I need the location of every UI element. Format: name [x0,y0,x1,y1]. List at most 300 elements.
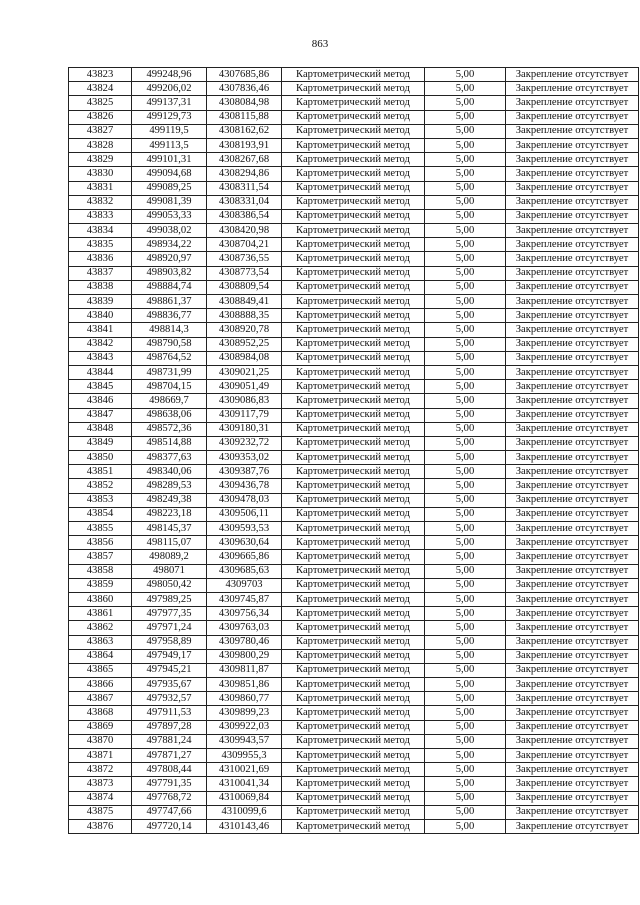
point-number-cell: 43868 [69,706,132,720]
table-row [69,82,639,96]
fixation-cell: Закрепление отсутствует [506,777,639,791]
y-coordinate-cell: 4309851,86 [207,678,282,692]
accuracy-cell: 5,00 [425,578,506,592]
y-coordinate-cell: 4309860,77 [207,692,282,706]
method-cell: Картометрический метод [282,819,425,833]
method-cell: Картометрический метод [282,110,425,124]
point-number-cell: 43851 [69,465,132,479]
table-row [69,749,639,763]
accuracy-cell: 5,00 [425,323,506,337]
y-coordinate-cell: 4308888,35 [207,309,282,323]
method-cell: Картометрический метод [282,351,425,365]
method-cell: Картометрический метод [282,422,425,436]
fixation-cell: Закрепление отсутствует [506,607,639,621]
x-coordinate-cell: 499129,73 [132,110,207,124]
method-cell: Картометрический метод [282,522,425,536]
point-number-cell: 43846 [69,394,132,408]
fixation-cell: Закрепление отсутствует [506,394,639,408]
x-coordinate-cell: 498249,38 [132,493,207,507]
accuracy-cell: 5,00 [425,451,506,465]
method-cell: Картометрический метод [282,266,425,280]
method-cell: Картометрический метод [282,280,425,294]
x-coordinate-cell: 499113,5 [132,138,207,152]
y-coordinate-cell: 4309685,63 [207,564,282,578]
x-coordinate-cell: 497989,25 [132,592,207,606]
y-coordinate-cell: 4309955,3 [207,749,282,763]
method-cell: Картометрический метод [282,607,425,621]
point-number-cell: 43876 [69,819,132,833]
table-row [69,365,639,379]
fixation-cell: Закрепление отсутствует [506,138,639,152]
x-coordinate-cell: 499248,96 [132,68,207,82]
fixation-cell: Закрепление отсутствует [506,280,639,294]
x-coordinate-cell: 498836,77 [132,309,207,323]
fixation-cell: Закрепление отсутствует [506,181,639,195]
accuracy-cell: 5,00 [425,522,506,536]
y-coordinate-cell: 4307685,86 [207,68,282,82]
method-cell: Картометрический метод [282,621,425,635]
accuracy-cell: 5,00 [425,692,506,706]
x-coordinate-cell: 498050,42 [132,578,207,592]
point-number-cell: 43862 [69,621,132,635]
x-coordinate-cell: 497958,89 [132,635,207,649]
method-cell: Картометрический метод [282,451,425,465]
point-number-cell: 43869 [69,720,132,734]
fixation-cell: Закрепление отсутствует [506,819,639,833]
method-cell: Картометрический метод [282,323,425,337]
point-number-cell: 43856 [69,536,132,550]
accuracy-cell: 5,00 [425,365,506,379]
table-row [69,408,639,422]
table-row [69,195,639,209]
accuracy-cell: 5,00 [425,706,506,720]
table-row [69,805,639,819]
method-cell: Картометрический метод [282,153,425,167]
method-cell: Картометрический метод [282,734,425,748]
x-coordinate-cell: 498669,7 [132,394,207,408]
method-cell: Картометрический метод [282,592,425,606]
accuracy-cell: 5,00 [425,252,506,266]
table-row [69,394,639,408]
y-coordinate-cell: 4308267,68 [207,153,282,167]
point-number-cell: 43850 [69,451,132,465]
y-coordinate-cell: 4309703 [207,578,282,592]
x-coordinate-cell: 499081,39 [132,195,207,209]
y-coordinate-cell: 4308736,55 [207,252,282,266]
fixation-cell: Закрепление отсутствует [506,678,639,692]
method-cell: Картометрический метод [282,181,425,195]
method-cell: Картометрический метод [282,649,425,663]
page-number: 863 [311,38,329,50]
x-coordinate-cell: 497871,27 [132,749,207,763]
fixation-cell: Закрепление отсутствует [506,805,639,819]
table-row [69,692,639,706]
fixation-cell: Закрепление отсутствует [506,209,639,223]
point-number-cell: 43875 [69,805,132,819]
accuracy-cell: 5,00 [425,238,506,252]
accuracy-cell: 5,00 [425,138,506,152]
point-number-cell: 43872 [69,763,132,777]
x-coordinate-cell: 498145,37 [132,522,207,536]
fixation-cell: Закрепление отсутствует [506,522,639,536]
coordinates-table [68,67,639,834]
point-number-cell: 43826 [69,110,132,124]
accuracy-cell: 5,00 [425,550,506,564]
method-cell: Картометрический метод [282,124,425,138]
x-coordinate-cell: 498790,58 [132,337,207,351]
method-cell: Картометрический метод [282,380,425,394]
accuracy-cell: 5,00 [425,507,506,521]
accuracy-cell: 5,00 [425,68,506,82]
x-coordinate-cell: 497932,57 [132,692,207,706]
table-row [69,465,639,479]
fixation-cell: Закрепление отсутствует [506,295,639,309]
fixation-cell: Закрепление отсутствует [506,550,639,564]
method-cell: Картометрический метод [282,96,425,110]
x-coordinate-cell: 497768,72 [132,791,207,805]
y-coordinate-cell: 4309436,78 [207,479,282,493]
method-cell: Картометрический метод [282,252,425,266]
table-row [69,96,639,110]
accuracy-cell: 5,00 [425,777,506,791]
accuracy-cell: 5,00 [425,394,506,408]
method-cell: Картометрический метод [282,337,425,351]
x-coordinate-cell: 499089,25 [132,181,207,195]
accuracy-cell: 5,00 [425,280,506,294]
x-coordinate-cell: 499101,31 [132,153,207,167]
fixation-cell: Закрепление отсутствует [506,621,639,635]
accuracy-cell: 5,00 [425,536,506,550]
point-number-cell: 43874 [69,791,132,805]
fixation-cell: Закрепление отсутствует [506,380,639,394]
accuracy-cell: 5,00 [425,181,506,195]
point-number-cell: 43834 [69,224,132,238]
fixation-cell: Закрепление отсутствует [506,649,639,663]
fixation-cell: Закрепление отсутствует [506,153,639,167]
fixation-cell: Закрепление отсутствует [506,592,639,606]
method-cell: Картометрический метод [282,394,425,408]
method-cell: Картометрический метод [282,678,425,692]
fixation-cell: Закрепление отсутствует [506,763,639,777]
method-cell: Картометрический метод [282,68,425,82]
accuracy-cell: 5,00 [425,351,506,365]
point-number-cell: 43824 [69,82,132,96]
method-cell: Картометрический метод [282,578,425,592]
point-number-cell: 43836 [69,252,132,266]
fixation-cell: Закрепление отсутствует [506,493,639,507]
fixation-cell: Закрепление отсутствует [506,110,639,124]
accuracy-cell: 5,00 [425,167,506,181]
method-cell: Картометрический метод [282,763,425,777]
point-number-cell: 43853 [69,493,132,507]
accuracy-cell: 5,00 [425,734,506,748]
table-row [69,124,639,138]
table-row [69,280,639,294]
x-coordinate-cell: 499119,5 [132,124,207,138]
point-number-cell: 43825 [69,96,132,110]
y-coordinate-cell: 4308420,98 [207,224,282,238]
point-number-cell: 43840 [69,309,132,323]
method-cell: Картометрический метод [282,720,425,734]
x-coordinate-cell: 497881,24 [132,734,207,748]
y-coordinate-cell: 4309756,34 [207,607,282,621]
x-coordinate-cell: 497911,53 [132,706,207,720]
y-coordinate-cell: 4309478,03 [207,493,282,507]
fixation-cell: Закрепление отсутствует [506,791,639,805]
point-number-cell: 43842 [69,337,132,351]
y-coordinate-cell: 4308084,98 [207,96,282,110]
accuracy-cell: 5,00 [425,96,506,110]
accuracy-cell: 5,00 [425,153,506,167]
method-cell: Картометрический метод [282,295,425,309]
y-coordinate-cell: 4308294,86 [207,167,282,181]
table-row [69,791,639,805]
y-coordinate-cell: 4308984,08 [207,351,282,365]
x-coordinate-cell: 498861,37 [132,295,207,309]
x-coordinate-cell: 499094,68 [132,167,207,181]
point-number-cell: 43852 [69,479,132,493]
accuracy-cell: 5,00 [425,337,506,351]
point-number-cell: 43864 [69,649,132,663]
point-number-cell: 43848 [69,422,132,436]
point-number-cell: 43861 [69,607,132,621]
fixation-cell: Закрепление отсутствует [506,436,639,450]
table-row [69,323,639,337]
x-coordinate-cell: 499038,02 [132,224,207,238]
accuracy-cell: 5,00 [425,805,506,819]
accuracy-cell: 5,00 [425,309,506,323]
y-coordinate-cell: 4308809,54 [207,280,282,294]
point-number-cell: 43867 [69,692,132,706]
fixation-cell: Закрепление отсутствует [506,663,639,677]
table-row [69,493,639,507]
point-number-cell: 43845 [69,380,132,394]
point-number-cell: 43860 [69,592,132,606]
table-row [69,578,639,592]
table-row [69,536,639,550]
x-coordinate-cell: 497945,21 [132,663,207,677]
x-coordinate-cell: 498223,18 [132,507,207,521]
table-row [69,309,639,323]
x-coordinate-cell: 498903,82 [132,266,207,280]
method-cell: Картометрический метод [282,224,425,238]
fixation-cell: Закрепление отсутствует [506,408,639,422]
y-coordinate-cell: 4308849,41 [207,295,282,309]
point-number-cell: 43849 [69,436,132,450]
fixation-cell: Закрепление отсутствует [506,351,639,365]
y-coordinate-cell: 4309180,31 [207,422,282,436]
point-number-cell: 43859 [69,578,132,592]
x-coordinate-cell: 497897,28 [132,720,207,734]
fixation-cell: Закрепление отсутствует [506,82,639,96]
x-coordinate-cell: 498814,3 [132,323,207,337]
fixation-cell: Закрепление отсутствует [506,68,639,82]
accuracy-cell: 5,00 [425,663,506,677]
x-coordinate-cell: 498884,74 [132,280,207,294]
y-coordinate-cell: 4309665,86 [207,550,282,564]
point-number-cell: 43843 [69,351,132,365]
method-cell: Картометрический метод [282,408,425,422]
y-coordinate-cell: 4308162,62 [207,124,282,138]
fixation-cell: Закрепление отсутствует [506,167,639,181]
accuracy-cell: 5,00 [425,422,506,436]
method-cell: Картометрический метод [282,82,425,96]
point-number-cell: 43839 [69,295,132,309]
method-cell: Картометрический метод [282,692,425,706]
point-number-cell: 43854 [69,507,132,521]
y-coordinate-cell: 4309745,87 [207,592,282,606]
x-coordinate-cell: 497720,14 [132,819,207,833]
x-coordinate-cell: 497971,24 [132,621,207,635]
fixation-cell: Закрепление отсутствует [506,252,639,266]
y-coordinate-cell: 4309630,64 [207,536,282,550]
accuracy-cell: 5,00 [425,621,506,635]
accuracy-cell: 5,00 [425,678,506,692]
y-coordinate-cell: 4309593,53 [207,522,282,536]
point-number-cell: 43870 [69,734,132,748]
table-row [69,351,639,365]
table-row [69,68,639,82]
accuracy-cell: 5,00 [425,295,506,309]
point-number-cell: 43832 [69,195,132,209]
method-cell: Картометрический метод [282,465,425,479]
x-coordinate-cell: 498115,07 [132,536,207,550]
x-coordinate-cell: 498572,36 [132,422,207,436]
fixation-cell: Закрепление отсутствует [506,635,639,649]
table-row [69,451,639,465]
y-coordinate-cell: 4308331,04 [207,195,282,209]
method-cell: Картометрический метод [282,238,425,252]
x-coordinate-cell: 499053,33 [132,209,207,223]
y-coordinate-cell: 4309117,79 [207,408,282,422]
x-coordinate-cell: 497747,66 [132,805,207,819]
accuracy-cell: 5,00 [425,436,506,450]
table-row [69,380,639,394]
accuracy-cell: 5,00 [425,720,506,734]
accuracy-cell: 5,00 [425,380,506,394]
method-cell: Картометрический метод [282,436,425,450]
table-row [69,110,639,124]
point-number-cell: 43831 [69,181,132,195]
table-row [69,224,639,238]
table-row [69,720,639,734]
point-number-cell: 43857 [69,550,132,564]
fixation-cell: Закрепление отсутствует [506,479,639,493]
x-coordinate-cell: 498514,88 [132,436,207,450]
fixation-cell: Закрепление отсутствует [506,266,639,280]
accuracy-cell: 5,00 [425,493,506,507]
method-cell: Картометрический метод [282,635,425,649]
method-cell: Картометрический метод [282,138,425,152]
y-coordinate-cell: 4308952,25 [207,337,282,351]
method-cell: Картометрический метод [282,365,425,379]
fixation-cell: Закрепление отсутствует [506,692,639,706]
table-row [69,550,639,564]
table-row [69,507,639,521]
accuracy-cell: 5,00 [425,564,506,578]
accuracy-cell: 5,00 [425,819,506,833]
method-cell: Картометрический метод [282,777,425,791]
method-cell: Картометрический метод [282,706,425,720]
accuracy-cell: 5,00 [425,763,506,777]
point-number-cell: 43835 [69,238,132,252]
y-coordinate-cell: 4309051,49 [207,380,282,394]
point-number-cell: 43838 [69,280,132,294]
point-number-cell: 43844 [69,365,132,379]
fixation-cell: Закрепление отсутствует [506,578,639,592]
point-number-cell: 43841 [69,323,132,337]
point-number-cell: 43829 [69,153,132,167]
method-cell: Картометрический метод [282,663,425,677]
table-row [69,777,639,791]
point-number-cell: 43837 [69,266,132,280]
accuracy-cell: 5,00 [425,465,506,479]
y-coordinate-cell: 4310143,46 [207,819,282,833]
fixation-cell: Закрепление отсутствует [506,749,639,763]
method-cell: Картометрический метод [282,507,425,521]
accuracy-cell: 5,00 [425,224,506,238]
fixation-cell: Закрепление отсутствует [506,507,639,521]
table-body [69,68,639,834]
accuracy-cell: 5,00 [425,195,506,209]
fixation-cell: Закрепление отсутствует [506,124,639,138]
method-cell: Картометрический метод [282,209,425,223]
y-coordinate-cell: 4308773,54 [207,266,282,280]
point-number-cell: 43833 [69,209,132,223]
x-coordinate-cell: 498340,06 [132,465,207,479]
x-coordinate-cell: 498071 [132,564,207,578]
x-coordinate-cell: 498934,22 [132,238,207,252]
y-coordinate-cell: 4309800,29 [207,649,282,663]
y-coordinate-cell: 4309086,83 [207,394,282,408]
accuracy-cell: 5,00 [425,82,506,96]
y-coordinate-cell: 4310099,6 [207,805,282,819]
y-coordinate-cell: 4309899,23 [207,706,282,720]
y-coordinate-cell: 4310069,84 [207,791,282,805]
table-row [69,252,639,266]
method-cell: Картометрический метод [282,309,425,323]
fixation-cell: Закрепление отсутствует [506,720,639,734]
accuracy-cell: 5,00 [425,607,506,621]
accuracy-cell: 5,00 [425,110,506,124]
accuracy-cell: 5,00 [425,635,506,649]
accuracy-cell: 5,00 [425,209,506,223]
x-coordinate-cell: 499137,31 [132,96,207,110]
fixation-cell: Закрепление отсутствует [506,422,639,436]
table-row [69,422,639,436]
table-row [69,678,639,692]
y-coordinate-cell: 4307836,46 [207,82,282,96]
table-row [69,209,639,223]
fixation-cell: Закрепление отсутствует [506,195,639,209]
fixation-cell: Закрепление отсутствует [506,224,639,238]
table-row [69,649,639,663]
table-row [69,621,639,635]
fixation-cell: Закрепление отсутствует [506,309,639,323]
fixation-cell: Закрепление отсутствует [506,96,639,110]
table-row [69,592,639,606]
method-cell: Картометрический метод [282,791,425,805]
table-row [69,706,639,720]
x-coordinate-cell: 498731,99 [132,365,207,379]
table-row [69,663,639,677]
table-row [69,819,639,833]
point-number-cell: 43855 [69,522,132,536]
x-coordinate-cell: 497935,67 [132,678,207,692]
point-number-cell: 43865 [69,663,132,677]
x-coordinate-cell: 498289,53 [132,479,207,493]
table-row [69,635,639,649]
